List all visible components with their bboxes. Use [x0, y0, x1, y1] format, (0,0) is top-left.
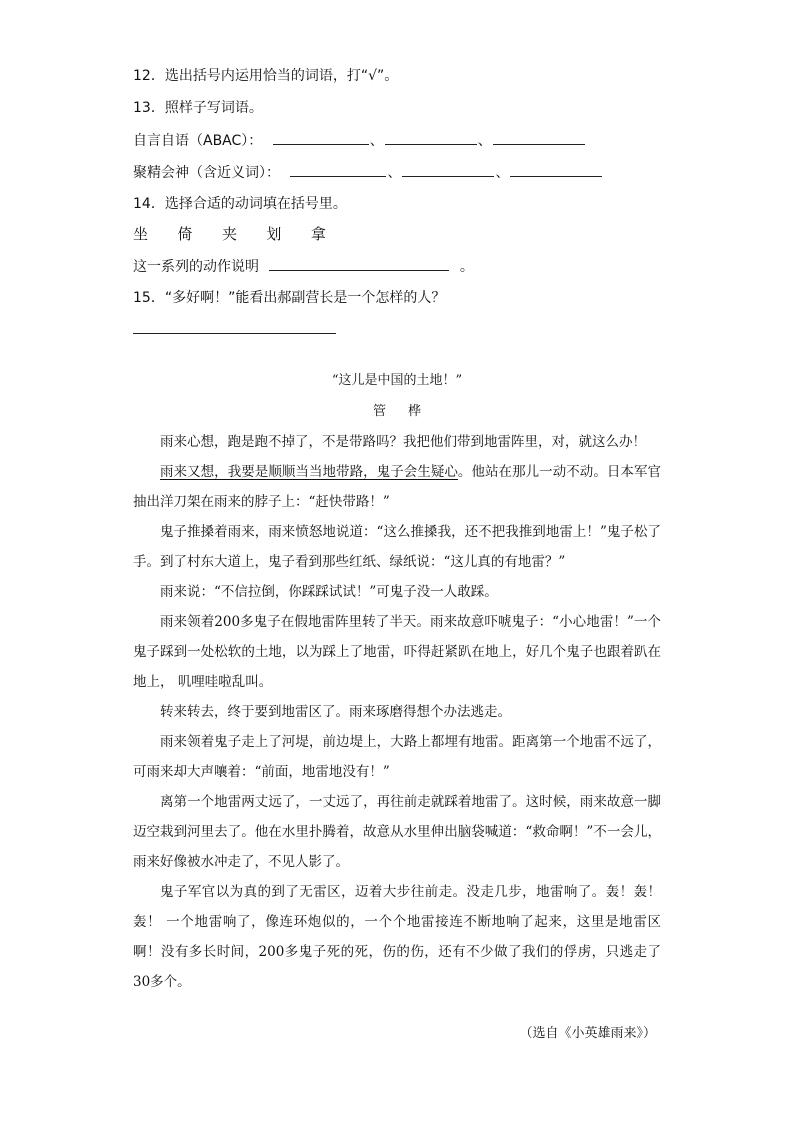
- paragraph: 雨来心想，跑是跑不掉了，不是带路吗？我把他们带到地雷阵里，对，就这么办！: [160, 434, 646, 450]
- verb-option: 坐: [133, 225, 150, 243]
- question-14-sentence: [133, 256, 474, 277]
- underlined-sentence: 雨来又想，我要是顺顺当当地带路，鬼子会生疑心: [160, 464, 458, 480]
- passage-title: “这儿是中国的土地！”: [331, 373, 463, 388]
- verb-option: 划: [266, 225, 283, 243]
- question-13b-label: 聚精会神（含近义词）：: [133, 165, 280, 181]
- sentence-end: 。: [459, 259, 474, 275]
- paragraph: 离第一个地雷两丈远了，一丈远了，再往前走就踩着地雷了。这时候，雨来故意一脚迈空栽到河里去了。他在水里扑腾着，故意从水里伸出脑袋喊道：“救命啊！”不一会儿，雨来好像被水冲走了，不见人影了。: [133, 794, 661, 870]
- passage-author: 管桦: [372, 404, 443, 419]
- separator: 、: [387, 165, 402, 181]
- question-13: 13．照样子写词语。: [133, 100, 263, 116]
- question-13a-label: 自言自语（ABAC）：: [133, 133, 263, 149]
- question-15: 15．“多好啊！”能看出郝副营长是一个怎样的人？: [133, 290, 446, 306]
- paragraph: 鬼子军官以为真的到了无雷区，迈着大步往前走。没走几步，地雷响了。轰！轰！轰！ 一个地雷响了，像连环炮似的，一个个地雷接连不断地响了起来，这里是地雷区啊！没有多长时间，200多鬼子死的死，伤的伤，还有不少做了我们的俘虏，只逃走了30多个。: [133, 884, 661, 990]
- verb-list: [133, 224, 351, 245]
- answer-blank[interactable]: [273, 130, 369, 145]
- passage-body: [133, 427, 661, 997]
- answer-blank[interactable]: [493, 130, 585, 145]
- answer-blank[interactable]: [510, 162, 602, 177]
- paragraph: 雨来领着200多鬼子在假地雷阵里转了半天。雨来故意吓唬鬼子：“小心地雷！”一个鬼子踩到一处松软的土地，以为踩上了地雷，吓得赶紧趴在地上，好几个鬼子也跟着趴在地上， 叽哩哇啦乱叫。: [133, 614, 661, 690]
- question-12: 12．选出括号内运用恰当的词语，打“√”。: [133, 68, 399, 84]
- verb-option: 倚: [177, 225, 194, 243]
- question-13b: [133, 162, 602, 183]
- question-13a: [133, 130, 585, 151]
- paragraph: [133, 457, 661, 517]
- paragraph-text: 。他站在那儿一动不动。日本军官抽出洋刀架在雨来的脖子上：“赶快带路！”: [133, 464, 662, 510]
- separator: 、: [369, 133, 384, 149]
- answer-blank[interactable]: [385, 130, 477, 145]
- paragraph: 鬼子推搡着雨来，雨来愤怒地说道：“这么推搡我，还不把我推到地雷上！”鬼子松了手。到了村东大道上，鬼子看到那些红纸、绿纸说：“这儿真的有地雷？”: [133, 524, 661, 570]
- passage-source: （选自《小英雄雨来》）: [519, 1026, 656, 1041]
- separator: 、: [495, 165, 510, 181]
- question-14-sentence-text: 这一系列的动作说明: [133, 259, 259, 275]
- separator: 、: [477, 133, 492, 149]
- paragraph: 雨来说：“不信拉倒，你踩踩试试！”可鬼子没一人敢踩。: [160, 584, 498, 600]
- answer-blank[interactable]: [290, 162, 386, 177]
- paragraph: 转来转去，终于要到地雷区了。雨来琢磨得想个办法逃走。: [160, 704, 511, 720]
- question-15-answer-line[interactable]: [133, 333, 336, 334]
- verb-option: 拿: [310, 225, 327, 243]
- answer-blank[interactable]: [269, 256, 449, 271]
- question-14: 14．选择合适的动词填在括号里。: [133, 196, 347, 212]
- paragraph: 雨来领着鬼子走上了河堤，前边堤上，大路上都埋有地雷。距离第一个地雷不远了，可雨来却大声嚷着：“前面，地雷地没有！”: [133, 734, 661, 780]
- answer-blank[interactable]: [402, 162, 494, 177]
- verb-option: 夹: [221, 225, 238, 243]
